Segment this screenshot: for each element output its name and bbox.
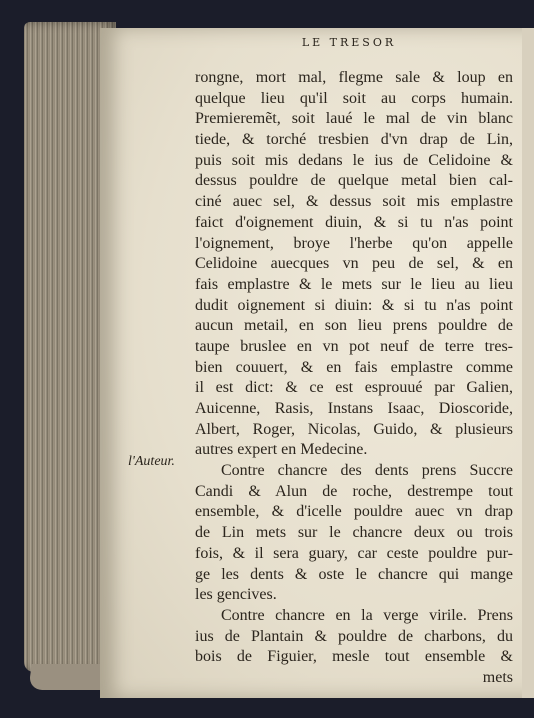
text-line: fois, & il sera guary, car ceste pouldre pur- bbox=[195, 544, 513, 562]
text-line: puis soit mis dedans le ius de Celidoine & bbox=[195, 151, 513, 169]
marginal-note: l'Auteur. bbox=[128, 454, 175, 469]
text-line: Contre chancre des dents prens Succre bbox=[221, 462, 513, 480]
text-line: il est dict: & ce est esprouué par Galien, bbox=[195, 379, 513, 397]
text-line: dudit oignement si diuin: & si tu n'as point bbox=[195, 296, 513, 314]
text-line: ciné auec sel, & dessus soit mis emplastre bbox=[195, 193, 513, 211]
text-line: ge les dents & oste le chancre qui mange bbox=[195, 565, 513, 583]
text-line: Premieremẽt, soit laué le mal de vin blanc bbox=[195, 110, 513, 128]
text-line: l'oignement, broye l'herbe qu'on appelle bbox=[195, 234, 513, 252]
text-line: Albert, Roger, Nicolas, Guido, & plusieurs bbox=[195, 420, 513, 438]
book-page bbox=[100, 28, 528, 698]
text-line: Contre chancre en la verge virile. Prens bbox=[221, 606, 513, 624]
next-page-edge bbox=[522, 28, 534, 698]
text-line: aucun metail, en son lieu prens pouldre de bbox=[195, 317, 513, 335]
text-line: Auicenne, Rasis, Instans Isaac, Dioscoride, bbox=[195, 400, 513, 417]
page-text bbox=[195, 68, 513, 689]
text-line: tiede, & torché tresbien d'vn drap de Lin, bbox=[195, 131, 513, 149]
text-line: Candi & Alun de roche, destrempe tout bbox=[195, 482, 513, 500]
text-line: fais emplastre & le mets sur le lieu au lieu bbox=[195, 275, 513, 293]
running-head: LE TRESOR bbox=[301, 36, 397, 49]
text-line: de Lin mets sur le chancre deux ou trois bbox=[195, 524, 513, 542]
text-line: rongne, mort mal, flegme sale & loup en bbox=[195, 69, 513, 86]
text-line: bien couuert, & en fais emplastre comme bbox=[195, 358, 513, 376]
text-line: Celidoine auecques vn peu de sel, & en bbox=[195, 255, 513, 273]
text-line: taupe bruslee en vn pot neuf de terre tres- bbox=[195, 337, 513, 355]
text-line: les gencives. bbox=[195, 586, 277, 604]
text-line: ensemble, & d'icelle pouldre auec vn drap bbox=[195, 503, 513, 521]
catchword: mets bbox=[482, 668, 513, 686]
text-line: quelque lieu qu'il soit au corps humain. bbox=[195, 89, 513, 107]
text-line: autres expert en Medecine. bbox=[195, 441, 368, 459]
text-line: ius de Plantain & pouldre de charbons, du bbox=[195, 627, 513, 645]
text-line: bois de Figuier, mesle tout ensemble & bbox=[195, 648, 513, 666]
text-line: dessus pouldre de quelque metal bien cal- bbox=[195, 172, 513, 190]
text-line: faict d'oignement diuin, & si tu n'as point bbox=[195, 213, 513, 231]
